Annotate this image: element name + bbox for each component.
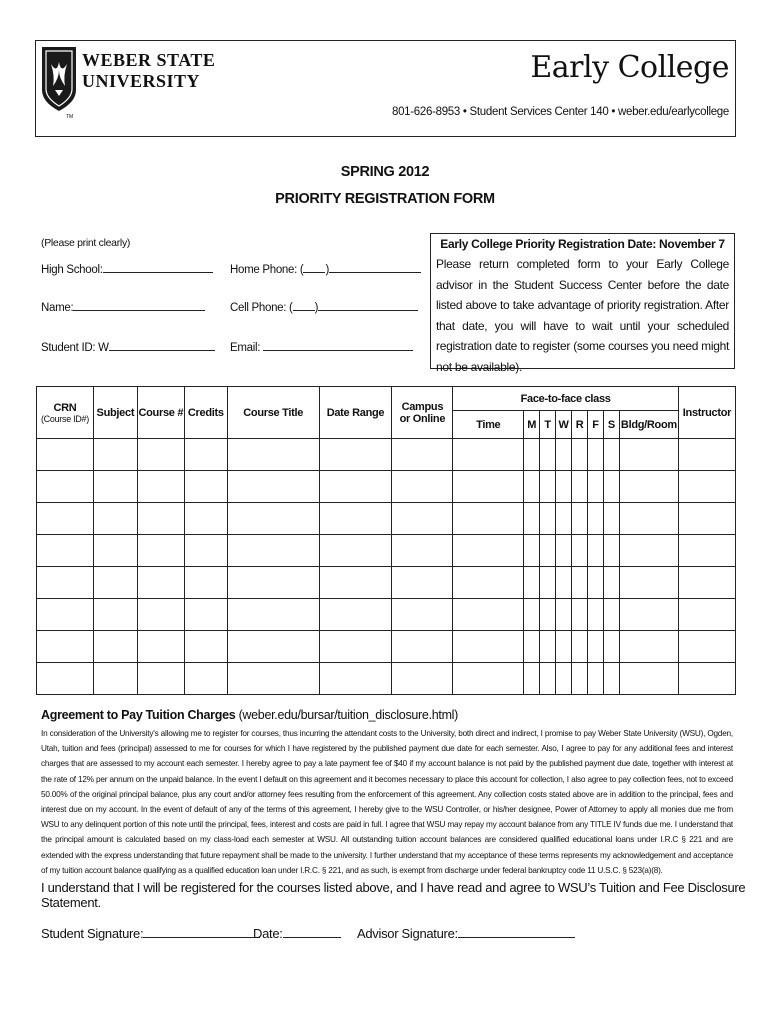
student-id-label: Student ID: W	[41, 342, 109, 354]
table-cell[interactable]	[678, 599, 735, 631]
table-cell[interactable]	[453, 599, 524, 631]
university-line2: UNIVERSITY	[82, 71, 201, 91]
table-cell[interactable]	[453, 663, 524, 695]
table-cell[interactable]	[184, 439, 227, 471]
advisor-signature-field[interactable]	[357, 925, 575, 941]
email-line[interactable]	[263, 340, 413, 351]
col-day-w: W	[556, 411, 572, 439]
table-cell[interactable]	[453, 567, 524, 599]
table-cell[interactable]	[319, 663, 392, 695]
table-cell[interactable]	[524, 535, 540, 567]
priority-date-body: Please return completed form to your Early College advisor in the Student Success Center before the date listed above to take advantage of priority registration. After that date, you will have to wait until your scheduled registration date to register (some courses you need might not be available).	[436, 257, 729, 374]
campus-header-2: or Online	[399, 412, 446, 425]
table-cell[interactable]	[556, 503, 572, 535]
table-cell[interactable]	[137, 567, 184, 599]
cell-phone-paren: )	[314, 302, 319, 314]
priority-date-title: Early College Priority Registration Date: November 7	[440, 237, 725, 251]
table-cell[interactable]	[588, 535, 604, 567]
table-cell[interactable]	[453, 503, 524, 535]
agreement-link[interactable]: (weber.edu/bursar/tuition_disclosure.html)	[238, 708, 459, 722]
table-cell[interactable]	[184, 663, 227, 695]
table-cell[interactable]	[184, 631, 227, 663]
cell-phone-label: Cell Phone: (	[230, 302, 293, 314]
table-cell[interactable]	[588, 471, 604, 503]
student-signature-label: Student Signature:	[41, 926, 144, 941]
table-row	[37, 535, 736, 567]
table-cell[interactable]	[572, 599, 588, 631]
table-cell[interactable]	[319, 471, 392, 503]
table-cell[interactable]	[678, 567, 735, 599]
table-row	[37, 503, 736, 535]
table-cell[interactable]	[540, 439, 556, 471]
table-cell[interactable]	[227, 535, 319, 567]
table-cell[interactable]	[678, 471, 735, 503]
table-cell[interactable]	[319, 599, 392, 631]
table-cell[interactable]	[37, 535, 94, 567]
table-cell[interactable]	[556, 631, 572, 663]
col-course-title: Course Title	[227, 387, 319, 439]
table-cell[interactable]	[93, 599, 137, 631]
table-cell[interactable]	[227, 567, 319, 599]
table-cell[interactable]	[556, 599, 572, 631]
table-cell[interactable]	[678, 631, 735, 663]
col-campus	[392, 387, 453, 439]
home-phone-line[interactable]	[329, 262, 421, 273]
table-cell[interactable]	[556, 471, 572, 503]
high-school-line[interactable]	[103, 262, 213, 273]
student-id-line[interactable]	[109, 340, 215, 351]
table-cell[interactable]	[540, 663, 556, 695]
table-cell[interactable]	[603, 567, 619, 599]
email-field[interactable]	[230, 340, 413, 354]
table-cell[interactable]	[540, 535, 556, 567]
course-table	[36, 386, 736, 695]
col-day-r: R	[572, 411, 588, 439]
table-cell[interactable]	[227, 631, 319, 663]
table-cell[interactable]	[603, 471, 619, 503]
table-cell[interactable]	[184, 567, 227, 599]
trademark: TM	[66, 114, 74, 120]
table-cell[interactable]	[93, 631, 137, 663]
student-id-field[interactable]	[41, 340, 215, 354]
table-cell[interactable]	[603, 535, 619, 567]
table-cell[interactable]	[556, 663, 572, 695]
table-cell[interactable]	[524, 663, 540, 695]
table-cell[interactable]	[37, 567, 94, 599]
table-cell[interactable]	[572, 663, 588, 695]
table-cell[interactable]	[619, 663, 678, 695]
table-row	[37, 471, 736, 503]
table-cell[interactable]	[524, 567, 540, 599]
university-line1: WEBER STATE	[82, 50, 216, 70]
table-cell[interactable]	[678, 663, 735, 695]
table-cell[interactable]	[540, 599, 556, 631]
table-cell[interactable]	[540, 631, 556, 663]
table-cell[interactable]	[319, 535, 392, 567]
table-cell[interactable]	[137, 663, 184, 695]
table-cell[interactable]	[227, 663, 319, 695]
table-cell[interactable]	[524, 439, 540, 471]
table-cell[interactable]	[619, 631, 678, 663]
table-cell[interactable]	[603, 503, 619, 535]
col-date-range: Date Range	[319, 387, 392, 439]
table-cell[interactable]	[540, 471, 556, 503]
table-cell[interactable]	[37, 439, 94, 471]
table-cell[interactable]	[137, 503, 184, 535]
table-row	[37, 567, 736, 599]
table-cell[interactable]	[319, 503, 392, 535]
table-cell[interactable]	[619, 439, 678, 471]
high-school-field[interactable]	[41, 262, 213, 276]
wsu-shield-logo-icon	[41, 46, 77, 112]
table-cell[interactable]	[572, 503, 588, 535]
col-day-f: F	[588, 411, 604, 439]
table-cell[interactable]	[588, 503, 604, 535]
table-cell[interactable]	[392, 503, 453, 535]
program-contact: 801-626-8953 • Student Services Center 140 • weber.edu/earlycollege	[391, 106, 729, 118]
home-phone-area-line[interactable]	[303, 262, 325, 273]
table-cell[interactable]	[619, 535, 678, 567]
col-day-t: T	[540, 411, 556, 439]
table-cell[interactable]	[137, 439, 184, 471]
table-cell[interactable]	[137, 535, 184, 567]
col-credits: Credits	[184, 387, 227, 439]
table-cell[interactable]	[37, 599, 94, 631]
high-school-label: High School:	[41, 264, 103, 276]
table-cell[interactable]	[184, 471, 227, 503]
col-crn	[37, 387, 94, 439]
student-signature-field[interactable]	[41, 925, 260, 941]
table-cell[interactable]	[319, 631, 392, 663]
table-cell[interactable]	[572, 535, 588, 567]
email-label: Email:	[230, 342, 261, 354]
table-cell[interactable]	[524, 503, 540, 535]
table-cell[interactable]	[392, 439, 453, 471]
table-cell[interactable]	[540, 503, 556, 535]
table-cell[interactable]	[319, 567, 392, 599]
table-cell[interactable]	[556, 535, 572, 567]
table-cell[interactable]	[37, 503, 94, 535]
agreement-heading	[41, 708, 458, 722]
table-cell[interactable]	[392, 471, 453, 503]
table-cell[interactable]	[556, 567, 572, 599]
table-row	[37, 631, 736, 663]
table-cell[interactable]	[678, 439, 735, 471]
table-cell[interactable]	[619, 599, 678, 631]
table-cell[interactable]	[588, 567, 604, 599]
table-cell[interactable]	[524, 631, 540, 663]
student-signature-line[interactable]	[143, 925, 260, 938]
table-cell[interactable]	[93, 663, 137, 695]
cell-phone-area-line[interactable]	[293, 300, 315, 311]
advisor-signature-label: Advisor Signature:	[357, 926, 458, 941]
col-subject: Subject	[93, 387, 137, 439]
table-cell[interactable]	[588, 599, 604, 631]
table-cell[interactable]	[137, 631, 184, 663]
date-line[interactable]	[283, 925, 341, 938]
table-cell[interactable]	[678, 535, 735, 567]
col-day-s: S	[603, 411, 619, 439]
cell-phone-line[interactable]	[318, 300, 418, 311]
col-bldg: Bldg/Room	[619, 411, 678, 439]
table-cell[interactable]	[93, 535, 137, 567]
table-cell[interactable]	[184, 599, 227, 631]
table-cell[interactable]	[184, 535, 227, 567]
table-cell[interactable]	[227, 439, 319, 471]
table-cell[interactable]	[603, 631, 619, 663]
col-time: Time	[453, 411, 524, 439]
table-cell[interactable]	[524, 599, 540, 631]
face-to-face-header: Face-to-face class	[453, 387, 679, 411]
table-cell[interactable]	[453, 471, 524, 503]
cell-phone-field[interactable]	[230, 300, 418, 314]
table-cell[interactable]	[524, 471, 540, 503]
date-field[interactable]	[253, 925, 341, 941]
table-cell[interactable]	[540, 567, 556, 599]
table-cell[interactable]	[603, 439, 619, 471]
table-cell[interactable]	[453, 535, 524, 567]
table-cell[interactable]	[619, 471, 678, 503]
table-cell[interactable]	[184, 503, 227, 535]
date-label: Date:	[253, 926, 283, 941]
form-term: SPRING 2012	[340, 164, 430, 180]
advisor-signature-line[interactable]	[458, 925, 575, 938]
table-cell[interactable]	[227, 471, 319, 503]
table-cell[interactable]	[227, 599, 319, 631]
table-cell[interactable]	[319, 439, 392, 471]
form-title: PRIORITY REGISTRATION FORM	[275, 191, 495, 207]
table-cell[interactable]	[588, 439, 604, 471]
table-cell[interactable]	[227, 503, 319, 535]
crn-header: CRN	[53, 401, 77, 414]
table-cell[interactable]	[392, 535, 453, 567]
col-day-m: M	[524, 411, 540, 439]
table-cell[interactable]	[93, 503, 137, 535]
table-cell[interactable]	[453, 631, 524, 663]
program-title: Early College	[530, 50, 729, 85]
home-phone-label: Home Phone: (	[230, 264, 304, 276]
name-label: Name:	[41, 302, 74, 314]
table-cell[interactable]	[572, 631, 588, 663]
table-cell[interactable]	[619, 503, 678, 535]
table-cell[interactable]	[588, 631, 604, 663]
table-cell[interactable]	[37, 663, 94, 695]
table-cell[interactable]	[392, 663, 453, 695]
table-row	[37, 599, 736, 631]
priority-date-box	[430, 233, 735, 374]
col-course-num: Course #	[137, 387, 184, 439]
crn-subheader: (Course ID#)	[40, 413, 89, 424]
table-cell[interactable]	[93, 439, 137, 471]
agreement-title: Agreement to Pay Tuition Charges	[41, 708, 236, 722]
table-cell[interactable]	[137, 471, 184, 503]
name-line[interactable]	[73, 300, 205, 311]
table-cell[interactable]	[678, 503, 735, 535]
table-cell[interactable]	[392, 631, 453, 663]
university-wordmark	[82, 50, 215, 92]
home-phone-paren: )	[325, 264, 329, 276]
agreement-body: In consideration of the University's allowing me to register for courses, thus incurring the attendant costs to the University, both direct and indirect, I promise to pay Weber State University (WSU), Ogden, Utah, tuition and fees (principal) assessed to me for courses for which I have registered by the published payment due date for each semester. Also, I agree to pay for any additional fees and interest charges that are assessed to my account each semester. I hereby agree to pay a late payment fee of $40 if my account balance is not paid by the published payment due date, together with interest at the rate of 12% per annum on the unpaid balance. In the event I default on this agreement and it becomes necessary to place this account for collection, I also agree to pay collection fees, not to exceed 50.00% of the original principal balance, plus any court and/or attorney fees resulting from the enforcement of this agreement. Any collection costs stated above are in addition to the principal, fees and interest due on my account. In the event of default of any of the terms of this agreement, I hereby give to the WSU Controller, or his/her designee, Power of Attorney to apply all monies due me from WSU to any delinquent portion of this note until the principal, fees, interest and costs are paid in full. I agree that WSU may repay my account balance from any TITLE IV funds due me. I understand that the principal amount is calculated based on my class-load each semester at WSU. All outstanding tuition account balances are considered qualified educational loans under I.R.C § 221 and are extended with the express understanding that future repayment shall be made to the university. I further understand that my acceptance of these terms represents my acknowledgement and acceptance of my tuition account balance qualifying as a qualified education loan under I.R.C. § 221, and as such, is exempt from discharge under federal bankruptcy code 11 U.S.C. § 523(a)(8).	[41, 729, 733, 875]
table-cell[interactable]	[588, 663, 604, 695]
table-row	[37, 439, 736, 471]
table-cell[interactable]	[572, 567, 588, 599]
table-cell[interactable]	[572, 471, 588, 503]
table-cell[interactable]	[556, 439, 572, 471]
table-cell[interactable]	[93, 471, 137, 503]
understand-statement: I understand that I will be registered for the courses listed above, and I have read and agree to WSU’s Tuition and Fee Disclosure Statement.	[41, 880, 746, 910]
course-rows	[37, 439, 736, 695]
table-cell[interactable]	[572, 439, 588, 471]
table-cell[interactable]	[603, 663, 619, 695]
table-cell[interactable]	[603, 599, 619, 631]
table-cell[interactable]	[37, 631, 94, 663]
table-cell[interactable]	[453, 439, 524, 471]
table-cell[interactable]	[137, 599, 184, 631]
table-cell[interactable]	[619, 567, 678, 599]
table-cell[interactable]	[392, 599, 453, 631]
table-cell[interactable]	[37, 471, 94, 503]
col-instructor: Instructor	[678, 387, 735, 439]
home-phone-field[interactable]	[230, 262, 421, 276]
name-field[interactable]	[41, 300, 205, 314]
table-cell[interactable]	[392, 567, 453, 599]
print-note: (Please print clearly)	[41, 237, 131, 249]
campus-header: Campus	[401, 400, 444, 413]
table-row	[37, 663, 736, 695]
table-cell[interactable]	[93, 567, 137, 599]
